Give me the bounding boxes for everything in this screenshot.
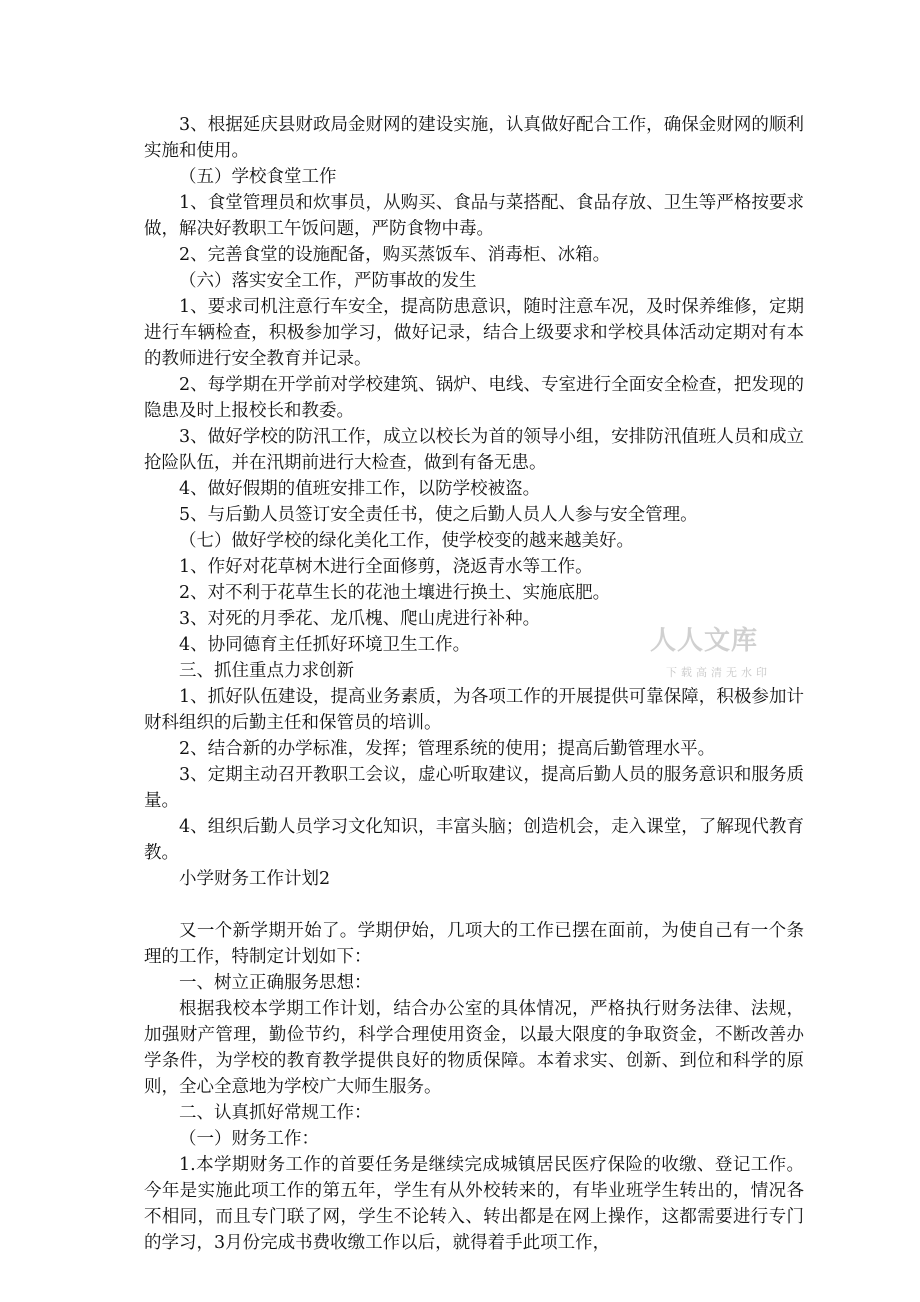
section-heading: 二、认真抓好常规工作： [179,1103,372,1123]
section-heading: （五）学校食堂工作 [179,167,337,187]
paragraph: 又一个新学期开始了。学期伊始，几项大的工作已摆在面前，为使自己有一个条理的工作，特制定计划如下： [144,921,804,967]
paragraph: 根据我校本学期工作计划，结合办公室的具体情况，严格执行财务法律、法规，加强财产管理，勤俭节约，科学合理使用资金，以最大限度的争取资金，不断改善办学条件，为学校的教育教学提供良好的物质保障。本着求实、创新、到位和科学的原则，全心全意地为学校广大师生服务。 [144,999,804,1097]
paragraph: 3、做好学校的防汛工作，成立以校长为首的领导小组，安排防汛值班人员和成立抢险队伍，并在汛期前进行大检查，做到有备无患。 [144,427,804,473]
paragraph: 4、协同德育主任抓好环境卫生工作。 [179,635,471,655]
paragraph: 2、结合新的办学标准，发挥；管理系统的使用；提高后勤管理水平。 [179,739,716,759]
watermark-title: 人人文库 [650,626,759,656]
watermark-subtitle: 下载高清无水印 [666,666,771,679]
paragraph: 1.本学期财务工作的首要任务是继续完成城镇居民医疗保险的收缴、登记工作。今年是实施此项工作的第五年，学生有从外校转来的，有毕业班学生转出的，情况各不相同，而且专门联了网，学生不论转入、转出都是在网上操作，这都需要进行专门的学习，3月份完成书费收缴工作以后，就得着手此项工作， [144,1155,804,1253]
blank-line [144,892,804,918]
paragraph: 4、组织后勤人员学习文化知识，丰富头脑；创造机会，走入课堂，了解现代教育教。 [144,817,804,863]
paragraph: 1、作好对花草树木进行全面修剪，浇返青水等工作。 [179,557,593,577]
paragraph: 1、食堂管理员和炊事员，从购买、食品与菜搭配、食品存放、卫生等严格按要求做，解决好教职工午饭问题，严防食物中毒。 [144,193,804,239]
section-heading: （一）财务工作： [179,1129,319,1149]
section-heading: 一、树立正确服务思想： [179,973,372,993]
paragraph: 2、对不利于花草生长的花池土壤进行换土、实施底肥。 [179,583,611,603]
section-heading: （七）做好学校的绿化美化工作，使学校变的越来越美好。 [179,531,634,551]
document-title: 小学财务工作计划2 [179,869,331,889]
paragraph: 4、做好假期的值班安排工作，以防学校被盗。 [179,479,541,499]
section-heading: 三、抓住重点力求创新 [179,661,354,681]
paragraph: 2、每学期在开学前对学校建筑、锅炉、电线、专室进行全面安全检查，把发现的隐患及时上报校长和教委。 [144,375,804,421]
paragraph: 5、与后勤人员签订安全责任书，使之后勤人员人人参与安全管理。 [179,505,698,525]
paragraph: 3、根据延庆县财政局金财网的建设实施，认真做好配合工作，确保金财网的顺利实施和使用。 [144,115,804,161]
section-heading: （六）落实安全工作，严防事故的发生 [179,271,477,291]
paragraph: 3、对死的月季花、龙爪槐、爬山虎进行补种。 [179,609,541,629]
document-body [144,112,804,1256]
paragraph: 1、抓好队伍建设，提高业务素质，为各项工作的开展提供可靠保障，积极参加计财科组织的后勤主任和保管员的培训。 [144,687,804,733]
paragraph: 3、定期主动召开教职工会议，虚心听取建议，提高后勤人员的服务意识和服务质量。 [144,765,804,811]
paragraph: 2、完善食堂的设施配备，购买蒸饭车、消毒柜、冰箱。 [179,245,611,265]
paragraph: 1、要求司机注意行车安全，提高防患意识，随时注意车况，及时保养维修，定期进行车辆检查，积极参加学习，做好记录，结合上级要求和学校具体活动定期对有本的教师进行安全教育并记录。 [144,297,804,369]
